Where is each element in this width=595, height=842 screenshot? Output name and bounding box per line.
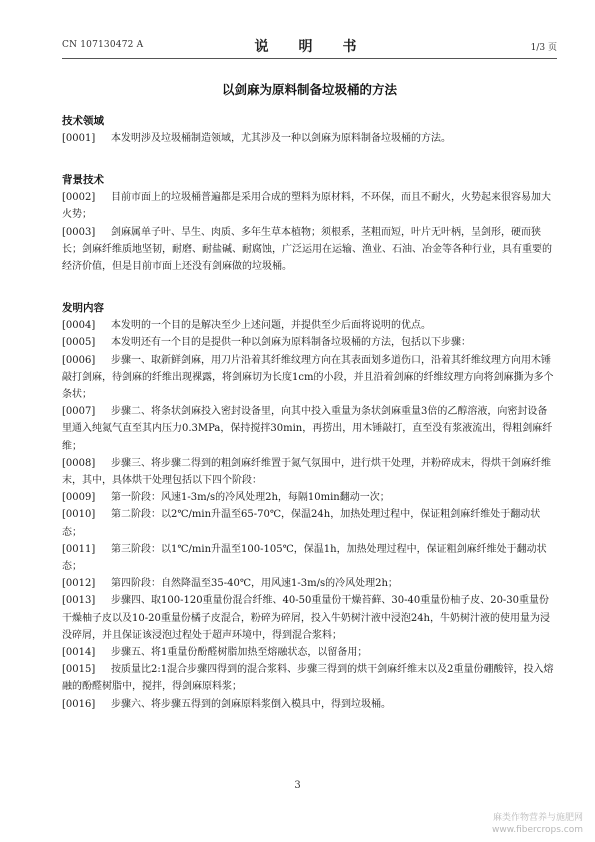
section-gap — [62, 147, 557, 167]
page-header — [62, 36, 557, 56]
paragraph — [62, 506, 557, 540]
paragraph — [62, 575, 557, 592]
paragraph — [62, 696, 557, 713]
paragraph-text: 第三阶段：以1℃/min升温至100-105℃，保温1h，加热处理过程中，保证粗剑麻纤维处于翻动状态； — [62, 543, 547, 573]
paragraph-number: [0010] — [62, 509, 96, 521]
section-heading: 技术领域 — [62, 115, 104, 127]
paragraph-text: 目前市面上的垃圾桶普遍都是采用合成的塑料为原材料，不环保，而且不耐火，火势起来很容易加大火势； — [62, 192, 551, 221]
paragraph-text: 本发明的一个目的是解决至少上述问题，并提供至少后面将说明的优点。 — [111, 320, 431, 332]
patent-number: CN 107130472 A — [62, 40, 144, 50]
document-body — [62, 108, 557, 713]
page-number: 3 — [294, 780, 301, 791]
paragraph — [62, 224, 557, 276]
paragraph-number: [0007] — [62, 406, 96, 418]
paragraph-text: 步骤四、取100-120重量份混合纤维、40-50重量份干燥苔藓、30-40重量份柚子皮、20-30重量份干燥柚子皮以及10-20重量份橘子皮混合，粉碎为碎屑，投入牛奶树汁液中浸泡24h，牛奶树汁液的使用量为浸没碎屑，并且保证该浸泡过程处于超声环境中，得到混合浆料； — [62, 595, 550, 641]
paragraph-text: 第二阶段：以2℃/min升温至65-70℃，保温24h，加热处理过程中，保证粗剑麻纤维处于翻动状态； — [62, 509, 541, 538]
section-gap — [62, 275, 557, 295]
paragraph-text: 本发明涉及垃圾桶制造领域，尤其涉及一种以剑麻为原料制备垃圾桶的方法。 — [111, 133, 451, 144]
watermark — [492, 812, 583, 836]
paragraph-number: [0005] — [62, 337, 96, 349]
paragraph — [62, 317, 557, 334]
paragraph-text: 步骤一、取新鲜剑麻，用刀片沿着其纤维纹理方向在其表面划多道伤口，沿着其纤维纹理方向用木锤敲打剑麻，待剑麻的纤维出现裸露，将剑麻切为长度1cm的小段，并且沿着剑麻的纤维纹理方向将剑麻撕为多个条状； — [62, 354, 554, 401]
document-title: 以剑麻为原料制备垃圾桶的方法 — [221, 82, 397, 97]
watermark-line-2: www.fibercrops.com — [492, 825, 583, 835]
paragraph — [62, 644, 557, 661]
paragraph — [62, 661, 557, 695]
paragraph — [62, 489, 557, 506]
paragraph-number: [0015] — [62, 664, 96, 676]
page-indicator: 1/3 页 — [530, 43, 557, 53]
paragraph-text: 步骤三、将步骤二得到的粗剑麻纤维置于氮气氛围中，进行烘干处理，并粉碎成末，得烘干剑麻纤维末，其中，具体烘干处理包括以下四个阶段： — [62, 457, 551, 487]
paragraph-text: 剑麻属单子叶、旱生、肉质、多年生草本植物；须根系，茎粗而短，叶片无叶柄，呈剑形，硬而狭长；剑麻纤维质地坚韧，耐磨、耐盐碱、耐腐蚀，广泛运用在运输、渔业、石油、冶金等各种行业，具有重要的经济价值，但是目前市面上还没有剑麻做的垃圾桶。 — [62, 226, 552, 273]
paragraph-number: [0004] — [62, 320, 96, 332]
section-heading: 发明内容 — [62, 302, 104, 315]
paragraph-number: [0012] — [62, 578, 96, 590]
paragraph-number: [0011] — [62, 543, 96, 555]
paragraph-number: [0003] — [62, 226, 96, 238]
paragraph — [62, 352, 557, 404]
paragraph-number: [0001] — [62, 133, 96, 144]
paragraph-number: [0013] — [62, 595, 96, 607]
paragraph — [62, 592, 557, 644]
paragraph-text: 步骤六、将步骤五得到的剑麻原料浆倒入模具中，得到垃圾桶。 — [111, 698, 391, 710]
paragraph — [62, 541, 557, 575]
paragraph — [62, 334, 557, 351]
paragraph-number: [0009] — [62, 492, 96, 504]
document-type: 说 明 书 — [254, 39, 365, 55]
paragraph-text: 按质量比2:1混合步骤四得到的混合浆料、步骤三得到的烘干剑麻纤维末以及2重量份硼酸锌，投入熔融的酚醛树脂中，搅拌，得剑麻原料浆； — [62, 664, 554, 693]
paragraph-text: 第四阶段：自然降温至35-40℃，用风速1-3m/s的冷风处理2h； — [111, 578, 398, 590]
paragraph-number: [0016] — [62, 698, 96, 710]
paragraph-number: [0006] — [62, 354, 96, 366]
paragraph-number: [0008] — [62, 457, 96, 469]
paragraph-number: [0014] — [62, 647, 96, 659]
paragraph-number: [0002] — [62, 192, 96, 204]
section-heading: 背景技术 — [62, 174, 104, 187]
paragraph-text: 步骤二、将条状剑麻投入密封设备里，向其中投入重量为条状剑麻重量3倍的乙醇溶液，向密封设备里通入纯氮气直至其内压力0.3MPa，保持搅拌30min，再捞出，用木锤敲打，直至没有浆液流出，得粗剑麻纤维； — [62, 406, 553, 452]
paragraph-text: 第一阶段：风速1-3m/s的冷风处理2h，每隔10min翻动一次； — [111, 492, 390, 504]
paragraph — [62, 189, 557, 223]
paragraph-text: 步骤五、将1重量份酚醛树脂加热至熔融状态，以留备用； — [111, 647, 368, 659]
watermark-line-1: 麻类作物营养与施肥网 — [492, 813, 583, 823]
paragraph — [62, 455, 557, 489]
paragraph — [62, 403, 557, 455]
paragraph — [62, 130, 557, 147]
paragraph-text: 本发明还有一个目的是提供一种以剑麻为原料制备垃圾桶的方法，包括以下步骤： — [111, 337, 471, 349]
header-rule — [62, 58, 557, 59]
